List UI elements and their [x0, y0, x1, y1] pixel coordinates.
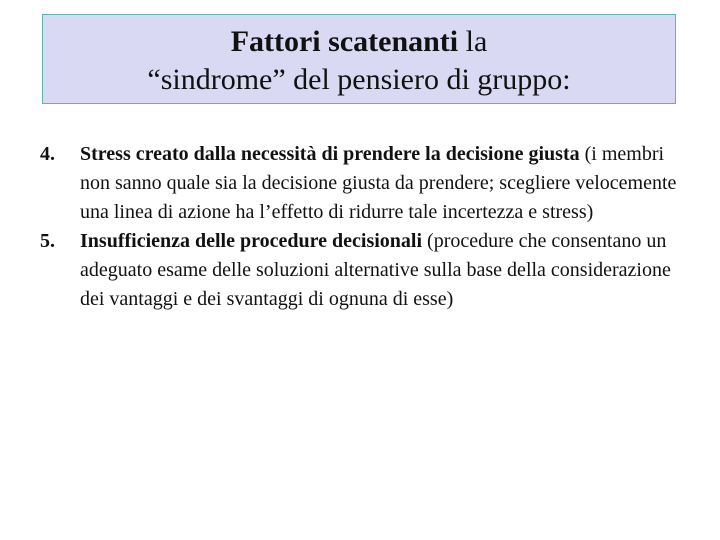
title-line-2: “sindrome” del pensiero di gruppo:: [147, 63, 571, 96]
list-item-bold-text: Stress creato dalla necessità di prendere la decisione giusta: [80, 143, 580, 165]
list-item-5: [40, 227, 690, 314]
title-line-1: [43, 23, 675, 61]
list-item-number: 4.: [40, 143, 55, 165]
title-rest-text: la: [458, 25, 488, 58]
list-item-text: (procedure che consentano un adeguato esame delle soluzioni alternative sulla base della considerazione dei vantaggi e dei svantaggi di ognuna di esse): [80, 230, 671, 310]
slide-body: [40, 140, 690, 314]
list-item-bold-text: Insufficienza delle procedure decisionali: [80, 230, 423, 252]
list-item-text: (i membri non sanno quale sia la decisione giusta da prendere; scegliere velocemente una linea di azione ha l’effetto di ridurre tale incertezza e stress): [80, 143, 677, 223]
list-item-4: [40, 140, 690, 227]
list-item-number: 5.: [40, 230, 55, 252]
slide-title-box: [42, 14, 676, 104]
title-bold-text: Fattori scatenanti: [230, 25, 459, 58]
